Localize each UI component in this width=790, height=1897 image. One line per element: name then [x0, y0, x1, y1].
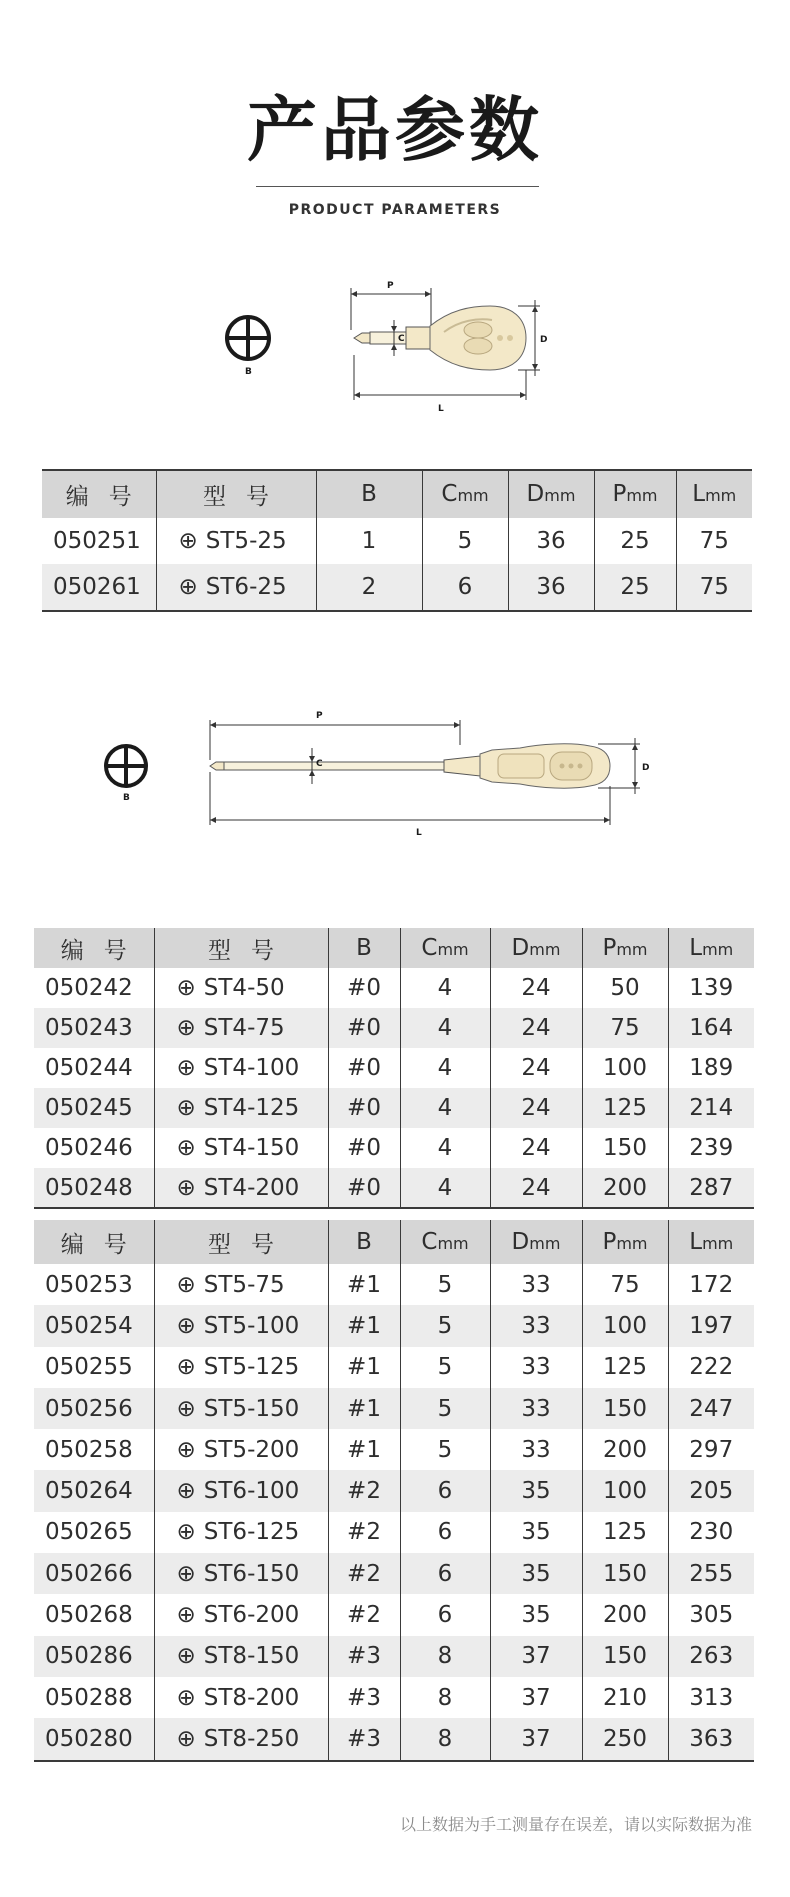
table-header-row: [42, 470, 752, 518]
cell-d: 24: [490, 1048, 582, 1088]
phillips-symbol-icon: ⊕: [176, 1271, 196, 1298]
cell-code: 050266: [34, 1553, 154, 1594]
cell-code: 050268: [45, 1602, 133, 1629]
cell-d: 24: [490, 968, 582, 1008]
cell-l: 75: [676, 518, 752, 564]
phillips-symbol-icon: ⊕: [176, 1519, 196, 1546]
diagram2-label-l: L: [416, 828, 422, 838]
cell-model: ⊕ ST4-75: [154, 1008, 328, 1048]
table-row: [42, 518, 752, 564]
cell-c: 8: [400, 1636, 490, 1677]
header-c: Cmm: [400, 1220, 490, 1264]
cell-d: 35: [490, 1553, 582, 1594]
cell-p: 210: [582, 1677, 668, 1718]
cell-model: ⊕ ST5-100: [154, 1305, 328, 1346]
header-code: 编号: [34, 1220, 154, 1264]
phillips-symbol-icon: ⊕: [176, 1312, 196, 1339]
cell-p: 100: [582, 1305, 668, 1346]
phillips-symbol-icon: ⊕: [176, 1684, 196, 1711]
cell-code: 050242: [45, 975, 133, 1001]
table-row: [34, 1512, 754, 1553]
cell-c: 6: [400, 1594, 490, 1635]
diagram1-label-b: B: [245, 367, 252, 377]
cell-b: #2: [328, 1553, 400, 1594]
cell-d: 33: [490, 1305, 582, 1346]
cell-b: #0: [328, 1128, 400, 1168]
cell-d: 33: [490, 1264, 582, 1305]
cell-d: 33: [490, 1429, 582, 1470]
cell-code: 050288: [45, 1684, 133, 1711]
cell-d: 35: [490, 1470, 582, 1511]
table-row: [34, 1429, 754, 1470]
cell-b: #2: [328, 1512, 400, 1553]
cell-c: 6: [400, 1553, 490, 1594]
cell-code: 050255: [45, 1354, 133, 1381]
cell-p: 100: [582, 1048, 668, 1088]
cell-c: 5: [400, 1388, 490, 1429]
table-row: [34, 1128, 754, 1168]
cell-code: 050251: [53, 528, 141, 554]
phillips-symbol-icon: ⊕: [176, 1015, 196, 1041]
cell-c: 5: [400, 1347, 490, 1388]
long-screwdriver-diagram: [100, 700, 680, 850]
cell-b: #0: [328, 1168, 400, 1208]
cell-b: #1: [328, 1264, 400, 1305]
cell-d: 33: [490, 1388, 582, 1429]
header-code: 编号: [34, 928, 154, 968]
table3-bottom-rule: [34, 1760, 754, 1762]
cell-d: 35: [490, 1594, 582, 1635]
measurement-disclaimer: 以上数据为手工测量存在误差，请以实际数据为准: [399, 1815, 752, 1834]
phillips-symbol-icon: ⊕: [176, 1354, 196, 1381]
cell-p: 150: [582, 1388, 668, 1429]
cell-p: 250: [582, 1718, 668, 1759]
cell-c: 4: [400, 1168, 490, 1208]
cell-code: 050261: [42, 564, 156, 610]
cell-model: ⊕ ST5-200: [154, 1429, 328, 1470]
cell-b: #0: [328, 968, 400, 1008]
table1-bottom-rule: [42, 610, 752, 612]
table-row: [34, 1088, 754, 1128]
cell-p: 200: [582, 1168, 668, 1208]
cell-model: ⊕ ST4-200: [154, 1168, 328, 1208]
cell-c: 6: [422, 564, 508, 610]
table-row: [34, 1470, 754, 1511]
cell-p: 25: [594, 518, 676, 564]
cell-b: 2: [316, 564, 422, 610]
cell-code: 050280: [34, 1718, 154, 1759]
cell-p: 150: [582, 1128, 668, 1168]
diagram1-label-p: P: [387, 281, 394, 291]
table-row: [34, 1264, 754, 1305]
cell-p: 125: [582, 1512, 668, 1553]
cell-model: ⊕ ST4-150: [154, 1128, 328, 1168]
cell-c: 5: [400, 1305, 490, 1346]
cell-code: 050244: [45, 1055, 133, 1081]
cell-p: 150: [582, 1636, 668, 1677]
cell-b: #2: [328, 1594, 400, 1635]
cell-c: 6: [400, 1470, 490, 1511]
cell-c: 4: [400, 968, 490, 1008]
header-l: Lmm: [668, 928, 754, 968]
cell-c: 8: [400, 1677, 490, 1718]
cell-model: ⊕ ST4-125: [154, 1088, 328, 1128]
cell-c: 6: [400, 1512, 490, 1553]
header-d: Dmm: [490, 1220, 582, 1264]
cell-l: 297: [668, 1429, 754, 1470]
table-row: [34, 1048, 754, 1088]
cell-d: 36: [508, 564, 594, 610]
cell-model: ⊕ ST4-100: [154, 1048, 328, 1088]
cell-c: 5: [400, 1429, 490, 1470]
cell-code: 050248: [34, 1168, 154, 1208]
diagram2-label-c: C: [316, 759, 323, 769]
cell-model: ⊕ ST5-25: [156, 518, 316, 564]
cell-model: ⊕ ST8-200: [154, 1677, 328, 1718]
title-underline: [256, 186, 539, 187]
cell-model: ⊕ ST6-200: [154, 1594, 328, 1635]
header-model: 型号: [154, 928, 328, 968]
cell-model: ⊕ ST5-75: [154, 1264, 328, 1305]
cell-l: 222: [668, 1347, 754, 1388]
phillips-symbol-icon: ⊕: [176, 1602, 196, 1629]
cell-code: 050245: [34, 1088, 154, 1128]
cell-l: 247: [668, 1388, 754, 1429]
table2-bottom-rule: [34, 1207, 754, 1209]
cell-p: 200: [582, 1594, 668, 1635]
spec-table-stubby: [42, 470, 752, 610]
cell-l: 205: [668, 1470, 754, 1511]
cell-model: ⊕ ST5-125: [154, 1347, 328, 1388]
phillips-symbol-icon: ⊕: [176, 1560, 196, 1587]
spec-table-st5-st8: [34, 1220, 754, 1760]
table-row: [34, 968, 754, 1008]
cell-p: 75: [582, 1008, 668, 1048]
table-row: [34, 1718, 754, 1759]
cell-p: 200: [582, 1429, 668, 1470]
table-row: [34, 1168, 754, 1208]
cell-model: ⊕ ST6-125: [154, 1512, 328, 1553]
cell-model: ⊕ ST8-150: [154, 1636, 328, 1677]
cell-p: 100: [582, 1470, 668, 1511]
cell-p: 125: [582, 1088, 668, 1128]
phillips-symbol-icon: ⊕: [176, 1436, 196, 1463]
cell-code: 050256: [34, 1388, 154, 1429]
cell-p: 150: [582, 1553, 668, 1594]
phillips-tip-icon: [227, 317, 269, 359]
cell-model: ⊕ ST6-100: [154, 1470, 328, 1511]
diagram1-label-c: C: [398, 334, 405, 344]
header-c: Cmm: [422, 470, 508, 518]
cell-b: #3: [328, 1677, 400, 1718]
cell-d: 35: [490, 1512, 582, 1553]
cell-c: 5: [400, 1264, 490, 1305]
cell-b: #1: [328, 1305, 400, 1346]
phillips-symbol-icon: ⊕: [176, 1478, 196, 1505]
phillips-symbol-icon: ⊕: [176, 1643, 196, 1670]
table-header-row: [34, 928, 754, 968]
cell-l: 305: [668, 1594, 754, 1635]
cell-model: ⊕ ST6-25: [156, 564, 316, 610]
cell-l: 197: [668, 1305, 754, 1346]
cell-p: 50: [582, 968, 668, 1008]
cell-l: 172: [668, 1264, 754, 1305]
cell-b: #2: [328, 1470, 400, 1511]
cell-c: 4: [400, 1008, 490, 1048]
cell-d: 36: [508, 518, 594, 564]
cell-b: #0: [328, 1048, 400, 1088]
cell-c: 4: [400, 1128, 490, 1168]
cell-d: 37: [490, 1677, 582, 1718]
cell-d: 24: [490, 1008, 582, 1048]
stubby-screwdriver-diagram: [210, 270, 580, 420]
table1-top-rule: [42, 469, 752, 471]
table-row: [34, 1553, 754, 1594]
table-row: [42, 564, 752, 610]
header-model: 型号: [156, 470, 316, 518]
table-row: [34, 1388, 754, 1429]
diagram1-label-l: L: [438, 404, 444, 414]
cell-b: #3: [328, 1636, 400, 1677]
table-row: [34, 1347, 754, 1388]
cell-code: 050265: [45, 1519, 133, 1546]
cell-b: #1: [328, 1388, 400, 1429]
cell-d: 37: [490, 1718, 582, 1759]
cell-p: 75: [582, 1264, 668, 1305]
header-b: B: [328, 928, 400, 968]
cell-model: ⊕ ST8-250: [154, 1718, 328, 1759]
spec-table-st4: [34, 928, 754, 1208]
cell-l: 75: [676, 564, 752, 610]
cell-b: #0: [328, 1088, 400, 1128]
cell-p: 125: [582, 1347, 668, 1388]
cell-d: 37: [490, 1636, 582, 1677]
cell-b: #1: [328, 1429, 400, 1470]
cell-c: 4: [400, 1048, 490, 1088]
table-row: [34, 1008, 754, 1048]
table-row: [34, 1594, 754, 1635]
phillips-symbol-icon: ⊕: [176, 1725, 196, 1752]
cell-model: ⊕ ST6-150: [154, 1553, 328, 1594]
phillips-symbol-icon: ⊕: [176, 1055, 196, 1081]
header-code: 编号: [42, 470, 156, 518]
cell-d: 33: [490, 1347, 582, 1388]
table-row: [34, 1636, 754, 1677]
table-header-row: [34, 1220, 754, 1264]
cell-l: 263: [668, 1636, 754, 1677]
header-b: B: [316, 470, 422, 518]
cell-c: 5: [422, 518, 508, 564]
diagram2-label-d: D: [642, 763, 650, 773]
header-p: Pmm: [582, 928, 668, 968]
title-block: [0, 89, 790, 171]
phillips-symbol-icon: ⊕: [176, 1135, 196, 1161]
cell-l: 313: [668, 1677, 754, 1718]
cell-l: 214: [668, 1088, 754, 1128]
header-model: 型号: [154, 1220, 328, 1264]
cell-c: 4: [400, 1088, 490, 1128]
diagram1-label-d: D: [540, 335, 548, 345]
cell-b: #1: [328, 1347, 400, 1388]
phillips-symbol-icon: ⊕: [176, 1095, 196, 1121]
cell-b: #3: [328, 1718, 400, 1759]
cell-code: 050253: [45, 1271, 133, 1298]
header-l: Lmm: [668, 1220, 754, 1264]
page-subtitle: PRODUCT PARAMETERS: [288, 202, 502, 218]
header-p: Pmm: [582, 1220, 668, 1264]
cell-d: 24: [490, 1088, 582, 1128]
cell-l: 287: [668, 1168, 754, 1208]
diagram2-label-p: P: [316, 711, 323, 721]
diagram2-label-b: B: [123, 793, 130, 803]
cell-c: 8: [400, 1718, 490, 1759]
phillips-symbol-icon: ⊕: [178, 574, 198, 600]
table-row: [34, 1677, 754, 1718]
phillips-symbol-icon: ⊕: [176, 975, 196, 1001]
cell-code: 050286: [34, 1636, 154, 1677]
cell-code: 050243: [34, 1008, 154, 1048]
cell-b: #0: [328, 1008, 400, 1048]
header-b: B: [328, 1220, 400, 1264]
header-c: Cmm: [400, 928, 490, 968]
cell-code: 050264: [34, 1470, 154, 1511]
header-d: Dmm: [508, 470, 594, 518]
cell-model: ⊕ ST5-150: [154, 1388, 328, 1429]
cell-code: 050246: [45, 1135, 133, 1161]
cell-l: 239: [668, 1128, 754, 1168]
cell-b: 1: [316, 518, 422, 564]
table-row: [34, 1305, 754, 1346]
cell-code: 050254: [34, 1305, 154, 1346]
cell-l: 230: [668, 1512, 754, 1553]
phillips-symbol-icon: ⊕: [176, 1395, 196, 1422]
cell-d: 24: [490, 1128, 582, 1168]
cell-p: 25: [594, 564, 676, 610]
cell-l: 255: [668, 1553, 754, 1594]
cell-l: 363: [668, 1718, 754, 1759]
cell-d: 24: [490, 1168, 582, 1208]
page-title: 产品参数: [247, 89, 543, 171]
cell-l: 189: [668, 1048, 754, 1088]
cell-l: 139: [668, 968, 754, 1008]
cell-model: ⊕ ST4-50: [154, 968, 328, 1008]
cell-l: 164: [668, 1008, 754, 1048]
phillips-symbol-icon: ⊕: [178, 528, 198, 554]
cell-code: 050258: [45, 1436, 133, 1463]
header-p: Pmm: [594, 470, 676, 518]
header-l: Lmm: [676, 470, 752, 518]
phillips-tip-icon: [106, 746, 146, 786]
phillips-symbol-icon: ⊕: [176, 1175, 196, 1201]
header-d: Dmm: [490, 928, 582, 968]
